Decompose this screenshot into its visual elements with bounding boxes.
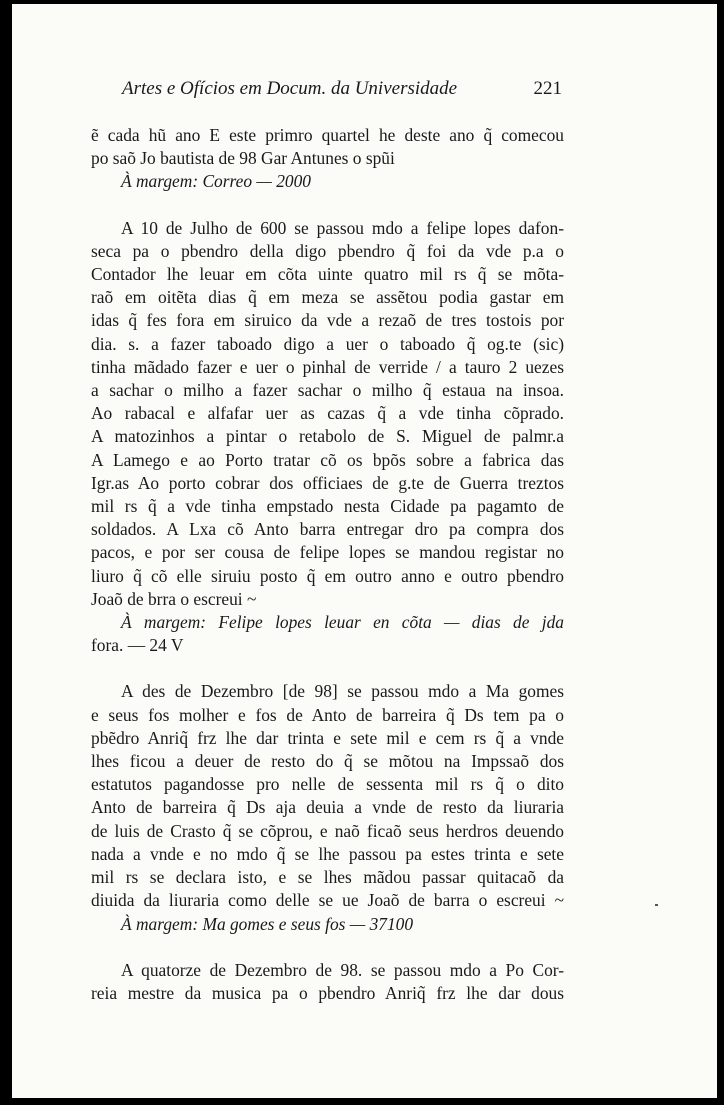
margin-note: À margem: Ma gomes e seus fos — 37100: [121, 913, 414, 934]
text-line: A des de Dezembro [de 98] se passou mdo a Ma gomes: [121, 681, 564, 702]
margin-note: fora. — 24 V: [91, 635, 184, 656]
running-header: [82, 78, 562, 104]
book-page: [12, 4, 717, 1098]
margin-note: À margem: Felipe lopes leuar en cõta — dias de jda: [121, 612, 564, 633]
text-line: pacos, e por ser cousa de felipe lopes se mandou registar no: [91, 542, 564, 563]
text-line: mil rs se declara isto, e se lhes mãdou passar quitacaõ da: [91, 867, 564, 888]
text-line: A 10 de Julho de 600 se passou mdo a felipe lopes dafon-: [121, 217, 564, 238]
text-line: soldados. A Lxa cõ Anto barra entregar dro pa compra dos: [91, 519, 564, 540]
text-line: a sachar o milho a fazer sachar o milho q̃ estaua na insoa.: [91, 380, 564, 401]
text-line: de luis de Crasto q̃ se cõprou, e naõ ficaõ seus herdros deuendo: [91, 820, 564, 841]
page-number: 221: [533, 78, 562, 99]
text-line: A quatorze de Dezembro de 98. se passou mdo a Po Cor-: [121, 959, 564, 980]
text-line: mil rs q̃ a vde tinha empstado nesta Cidade pa pagamto de: [91, 496, 564, 517]
text-line: Anto de barreira q̃ Ds aja deuia a vnde de resto da liuraria: [91, 797, 564, 818]
text-line: A matozinhos a pintar o retabolo de S. Miguel de palmr.a: [91, 426, 564, 447]
text-line: Igr.as Ao porto cobrar dos officiaes de g.te de Guerra treztos: [91, 472, 564, 493]
text-line: dia. s. a fazer taboado digo a uer o taboado q̃ og.te (sic): [91, 333, 564, 354]
text-line: ẽ cada hũ ano E este primro quartel he deste ano q̃ comecou: [91, 125, 564, 145]
text-line: liuro q̃ cõ elle siruiu posto q̃ em outro anno e outro pbendro: [91, 565, 564, 586]
text-line: Joaõ de brra o escreui ~: [91, 588, 257, 609]
running-title: Artes e Ofícios em Docum. da Universidade: [122, 78, 458, 99]
text-line: Contador lhe leuar em cõta uinte quatro mil rs q̃ se mõta-: [91, 264, 564, 285]
text-line: raõ em oitẽta dias q̃ em meza se assẽtou podia gastar em: [91, 287, 564, 308]
text-line: seca pa o pbendro della digo pbendro q̃ foi da vde p.a o: [91, 240, 564, 261]
text-line: estatutos pagandosse pro nelle de sessenta mil rs q̃ o dito: [91, 774, 564, 795]
text-line: reia mestre da musica pa o pbendro Anriq̃ frz lhe dar dous: [91, 982, 564, 1003]
text-line: Ao rabacal e alfafar uer as cazas q̃ a vde tinha cõprado.: [91, 403, 564, 424]
margin-mark: [655, 904, 658, 906]
text-line: po saõ Jo bautista de 98 Gar Antunes o spũi: [91, 148, 395, 169]
text-line: diuida da liuraria como delle se ue Joaõ de barra o escreui ~: [91, 890, 564, 911]
text-line: nada a vnde e no mdo q̃ se lhe passou pa estes trinta e sete: [91, 843, 564, 864]
text-line: A Lamego e ao Porto tratar cõ os bpõs sobre a fabrica das: [91, 449, 564, 470]
margin-note: À margem: Correo — 2000: [121, 171, 311, 192]
text-line: idas q̃ fes fora em siruico da vde a rezaõ de tres tostois por: [91, 310, 564, 331]
text-line: pbẽdro Anriq̃ frz lhe dar trinta e sete mil e cem rs q̃ a vnde: [91, 727, 564, 748]
page-body: [91, 124, 564, 1005]
text-line: lhes ficou a deuer de resto do q̃ se mõtou na Impssaõ dos: [91, 751, 564, 772]
text-line: e seus fos molher e fos de Anto de barreira q̃ Ds tem pa o: [91, 704, 564, 725]
text-line: tinha mãdado fazer e uer o pinhal de verride / a tauro 2 uezes: [91, 356, 564, 377]
